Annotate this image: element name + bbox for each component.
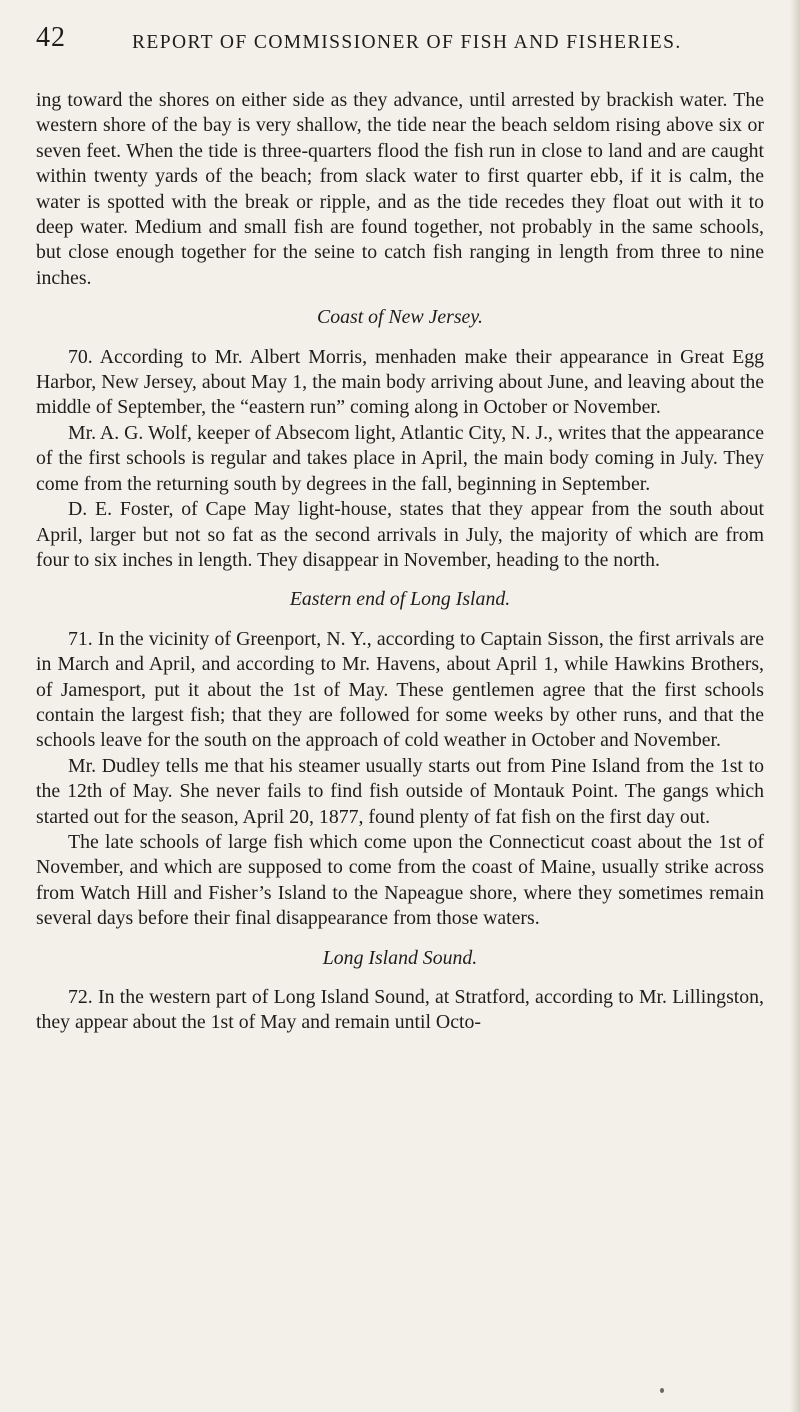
page-edge-shadow — [790, 0, 800, 1412]
page-number: 42 — [36, 22, 66, 53]
paragraph-wolf: Mr. A. G. Wolf, keeper of Absecom light, Atlantic City, N. J., writes that the appearance of the first schools is regular and takes place in April, the main body coming in July. They come from the returning south by degrees in the fall, beginning in September. — [36, 421, 764, 495]
section-heading-long-island-sound: Long Island Sound. — [322, 946, 478, 969]
paragraph-dudley: Mr. Dudley tells me that his steamer usually starts out from Pine Island from the 1st to the 12th of May. She never fails to find fish outside of Montauk Point. The gangs which started out for the season, April 20, 1877, found plenty of fat fish on the first day out. — [36, 754, 764, 828]
paragraph-70: 70. According to Mr. Albert Morris, menhaden make their appearance in Great Egg Harbor, New Jersey, about May 1, the main body arriving about June, and leaving about the middle of September, the “eastern run” coming along in October or November. — [36, 345, 764, 419]
paragraph-foster: D. E. Foster, of Cape May light-house, states that they appear from the south about April, larger but not so fat as the second arrivals in July, the majority of which are from four to six inches in length. They disappear in November, heading to the north. — [36, 498, 764, 571]
section-heading-long-island-east: Eastern end of Long Island. — [289, 588, 511, 611]
paragraph-71: 71. In the vicinity of Greenport, N. Y., according to Captain Sisson, the first arrivals are in March and April, and according to Mr. Havens, about April 1, while Hawkins Brothers, of Jamesport, put it about the 1st of May. These gentlemen agree that the first schools contain the largest fish; that they are followed for some weeks by other runs, and that the schools leave for the south on the approach of cold weather in October and November. — [36, 627, 764, 752]
paragraph-late-schools: The late schools of large fish which come upon the Connecticut coast about the 1st of November, and which are supposed to come from the coast of Maine, usually strike across from Watch Hill and Fisher’s Island to the Napeague shore, where they sometimes remain several days before their final disappearance from those waters. — [36, 830, 764, 930]
body-text — [36, 88, 764, 1036]
print-speck — [660, 1388, 664, 1393]
paragraph-72: 72. In the western part of Long Island Sound, at Stratford, according to Mr. Lillingston, they appear about the 1st of May and remain until Octo- — [36, 986, 764, 1034]
running-head: REPORT OF COMMISSIONER OF FISH AND FISHERIES. — [132, 32, 682, 53]
paragraph-continuation: ing toward the shores on either side as they advance, until arrested by brackish water. The western shore of the bay is very shallow, the tide near the beach seldom rising above six or seven feet. When the tide is three-quarters flood the fish run in close to land and are caught within twenty yards of the beach; from slack water to first quarter ebb, if it is calm, the water is spotted with the break or ripple, and as the tide recedes they float out with it to deep water. Medium and small fish are found together, not probably in the same schools, but close enough together for the seine to catch fish ranging in length from three to nine inches. — [36, 89, 764, 289]
page-header — [36, 22, 764, 62]
section-heading-new-jersey: Coast of New Jersey. — [317, 306, 483, 329]
